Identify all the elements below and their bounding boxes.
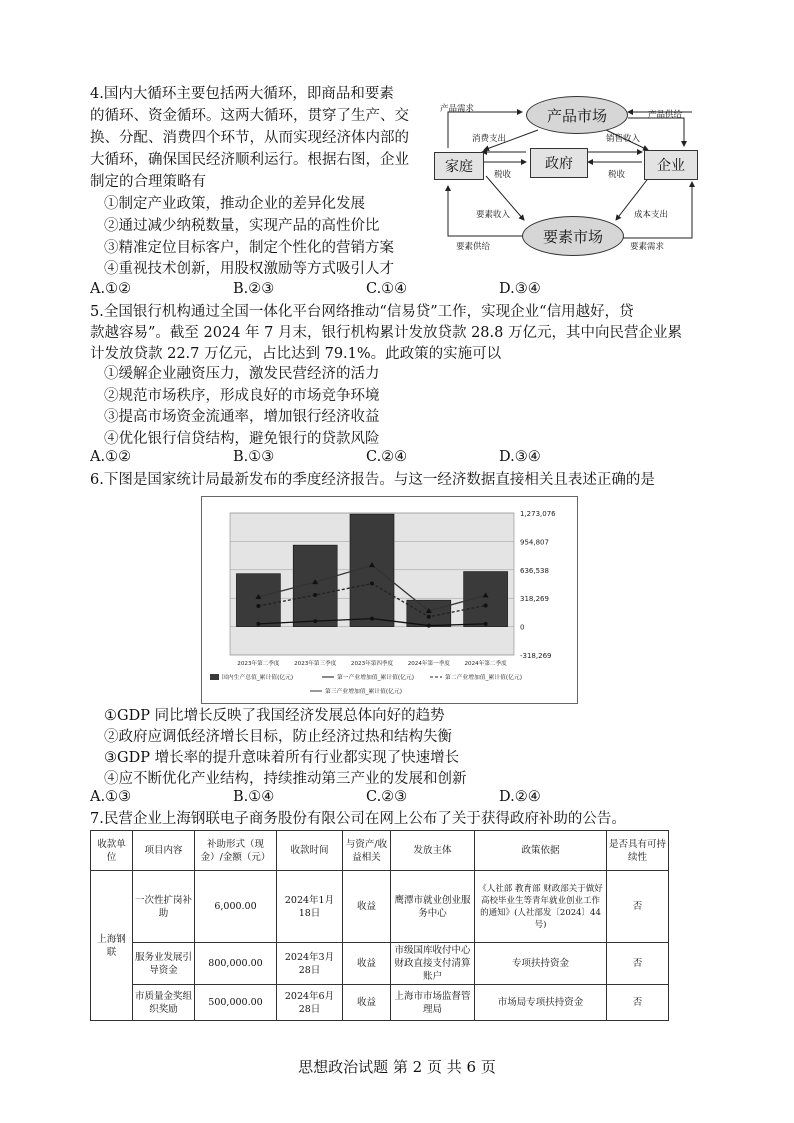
cell-unit: 上海钢联: [91, 871, 133, 1021]
bar: [236, 574, 280, 627]
label-tax-enterprise: 税收: [608, 170, 626, 180]
subsidy-table: [90, 830, 669, 1021]
q6-item-4: ④应不断优化产业结构，持续推动第三产业的发展和创新: [104, 771, 467, 787]
q4-item-1: ①制定产业政策，推动企业的差异化发展: [104, 196, 365, 212]
gdp-chart: [202, 497, 577, 703]
cell-sustain: 否: [607, 871, 669, 943]
header-item: 项目内容: [133, 831, 195, 871]
x-tick-label: 2024年第一季度: [407, 661, 450, 667]
government-box: 政府: [530, 148, 588, 178]
q4-option-d[interactable]: D.③④: [499, 281, 541, 297]
header-time: 收款时间: [277, 831, 343, 871]
label-tax-household: 税收: [494, 170, 512, 180]
y-tick-label: 954,807: [520, 538, 549, 547]
cell-amount: 6,000.00: [195, 871, 277, 943]
q6-item-3: ③GDP 增长率的提升意味着所有行业都实现了快速增长: [104, 750, 460, 766]
economic-cycle-diagram: [430, 90, 710, 262]
q4-option-c[interactable]: C.①④: [366, 281, 408, 297]
cell-policy: 专项扶持资金: [475, 943, 607, 985]
cell-item: 服务业发展引导资金: [133, 943, 195, 985]
q5-option-a[interactable]: A.①②: [90, 449, 132, 465]
series-point: [484, 622, 488, 626]
label-product-supply: 产品供给: [648, 110, 683, 120]
cell-issuer: 鹰潭市就业创业服务中心: [391, 871, 475, 943]
header-policy: 政策依据: [475, 831, 607, 871]
cell-item: 一次性扩岗补助: [133, 871, 195, 943]
q5-line-1: 5.全国银行机构通过全国一体化平台网络推动“信易贷”工作，实现企业“信用越好，贷: [90, 304, 634, 320]
x-tick-label: 2024年第二季度: [464, 661, 507, 667]
q6-stem: 6.下图是国家统计局最新发布的季度经济报告。与这一经济数据直接相关且表述正确的是: [90, 472, 655, 488]
series-point: [427, 624, 431, 628]
q5-item-4: ④优化银行信贷结构，避免银行的贷款风险: [104, 431, 380, 447]
label-factor-supply: 要素供给: [456, 242, 491, 252]
series-point: [256, 604, 260, 608]
legend-label: 第二产业增加值_累计值(亿元): [445, 675, 522, 681]
cell-time: 2024年1月18日: [277, 871, 343, 943]
y-tick-label: 1,273,076: [520, 510, 556, 518]
cell-type: 收益: [343, 985, 391, 1021]
label-factor-demand: 要素需求: [630, 242, 665, 252]
product-market-oval: 产品市场: [526, 96, 628, 134]
q6-option-a[interactable]: A.①③: [90, 789, 132, 805]
q4-item-4: ④重视技术创新，用股权激励等方式吸引人才: [104, 261, 394, 277]
cell-sustain: 否: [607, 943, 669, 985]
q4-line-2: 的循环、资金循环。这两大循环，贯穿了生产、交: [90, 108, 409, 124]
table-row: [91, 943, 669, 985]
q5-option-b[interactable]: B.①③: [233, 449, 275, 465]
q4-option-a[interactable]: A.①②: [90, 281, 132, 297]
q5-option-c[interactable]: C.②④: [366, 449, 408, 465]
cell-sustain: 否: [607, 985, 669, 1021]
x-tick-label: 2023年第四季度: [350, 661, 394, 667]
q5-item-2: ②规范市场秩序，形成良好的市场竞争环境: [104, 388, 380, 404]
cell-type: 收益: [343, 943, 391, 985]
y-tick-label: 0: [520, 623, 525, 632]
label-product-demand: 产品需求: [440, 104, 475, 114]
header-amount: 补助形式（现金）/金额（元）: [195, 831, 277, 871]
factor-market-oval: 要素市场: [522, 216, 624, 256]
cell-issuer: 上海市市场监督管理局: [391, 985, 475, 1021]
cell-type: 收益: [343, 871, 391, 943]
series-point: [427, 615, 431, 619]
cell-amount: 500,000.00: [195, 985, 277, 1021]
label-sales-income: 销售收入: [606, 134, 641, 144]
legend-swatch-bar: [210, 674, 219, 680]
q6-option-c[interactable]: C.②③: [366, 789, 408, 805]
header-type: 与资产/收益相关: [343, 831, 391, 871]
q4-line-5: 制定的合理策略有: [90, 174, 206, 190]
q4-item-3: ③精准定位目标客户，制定个性化的营销方案: [104, 240, 394, 256]
q7-stem: 7.民营企业上海钢联电子商务股份有限公司在网上公布了关于获得政府补助的公告。: [90, 811, 626, 827]
header-sustain: 是否具有可持续性: [607, 831, 669, 871]
table-header-row: [91, 831, 669, 871]
q5-item-3: ③提高市场资金流通率，增加银行经济收益: [104, 409, 380, 425]
y-tick-label: 318,269: [520, 595, 549, 604]
y-tick-label: -318,269: [520, 652, 552, 660]
y-tick-label: 636,538: [520, 566, 549, 575]
q4-line-1: 4.国内大循环主要包括两大循环，即商品和要素: [90, 86, 394, 102]
q6-item-2: ②政府应调低经济增长目标，防止经济过热和结构失衡: [104, 729, 452, 745]
q4-line-4: 大循环，确保国民经济顺利运行。根据右图，企业: [90, 152, 409, 168]
cell-item: 市质量金奖组织奖励: [133, 985, 195, 1021]
cell-issuer: 市级国库收付中心财政直接支付清算账户: [391, 943, 475, 985]
cell-policy: 《人社部 教育部 财政部关于做好高校毕业生等青年就业创业工作的通知》(人社部发〔2024〕44号): [475, 871, 607, 943]
label-cost-spending: 成本支出: [634, 210, 669, 220]
series-point: [370, 582, 374, 586]
cell-amount: 800,000.00: [195, 943, 277, 985]
series-point: [313, 593, 317, 597]
legend-label: 第三产业增加值_累计值(亿元): [325, 689, 402, 695]
q6-option-b[interactable]: B.①④: [233, 789, 275, 805]
gdp-chart-frame: [201, 496, 578, 704]
header-unit: 收款单位: [91, 831, 133, 871]
series-point: [484, 603, 488, 607]
series-point: [256, 622, 260, 626]
household-box: 家庭: [434, 152, 484, 180]
q4-option-b[interactable]: B.②③: [233, 281, 275, 297]
x-tick-label: 2023年第三季度: [294, 661, 337, 667]
enterprise-box: 企业: [644, 150, 698, 180]
cell-time: 2024年6月28日: [277, 985, 343, 1021]
q6-item-1: ①GDP 同比增长反映了我国经济发展总体向好的趋势: [104, 708, 445, 724]
cell-time: 2024年3月28日: [277, 943, 343, 985]
table-row: [91, 985, 669, 1021]
page-footer: 思想政治试题 第 2 页 共 6 页: [298, 1058, 496, 1076]
series-point: [313, 619, 317, 623]
table-row: [91, 871, 669, 943]
q5-option-d[interactable]: D.③④: [499, 449, 541, 465]
legend-label: 第一产业增加值_累计值(亿元): [337, 675, 414, 681]
q4-item-2: ②通过减少纳税数量，实现产品的高性价比: [104, 218, 380, 234]
q5-line-2: 款越容易”。截至 2024 年 7 月末，银行机构累计发放贷款 28.8 万亿元，其中向民营企业累: [90, 325, 682, 341]
q6-option-d[interactable]: D.②④: [499, 789, 541, 805]
label-factor-income: 要素收入: [476, 210, 511, 220]
series-point: [370, 617, 374, 621]
x-tick-label: 2023年第二季度: [237, 661, 280, 667]
label-consumer-spending: 消费支出: [472, 134, 507, 144]
q5-item-1: ①缓解企业融资压力，激发民营经济的活力: [104, 366, 380, 382]
cell-policy: 市场局专项扶持资金: [475, 985, 607, 1021]
q5-line-3: 计发放贷款 22.7 万亿元，占比达到 79.1%。此政策的实施可以: [90, 346, 502, 362]
header-issuer: 发放主体: [391, 831, 475, 871]
q4-line-3: 换、分配、消费四个环节，从而实现经济体内部的: [90, 130, 409, 146]
legend-label: 国内生产总值_累计值(亿元): [222, 675, 294, 681]
